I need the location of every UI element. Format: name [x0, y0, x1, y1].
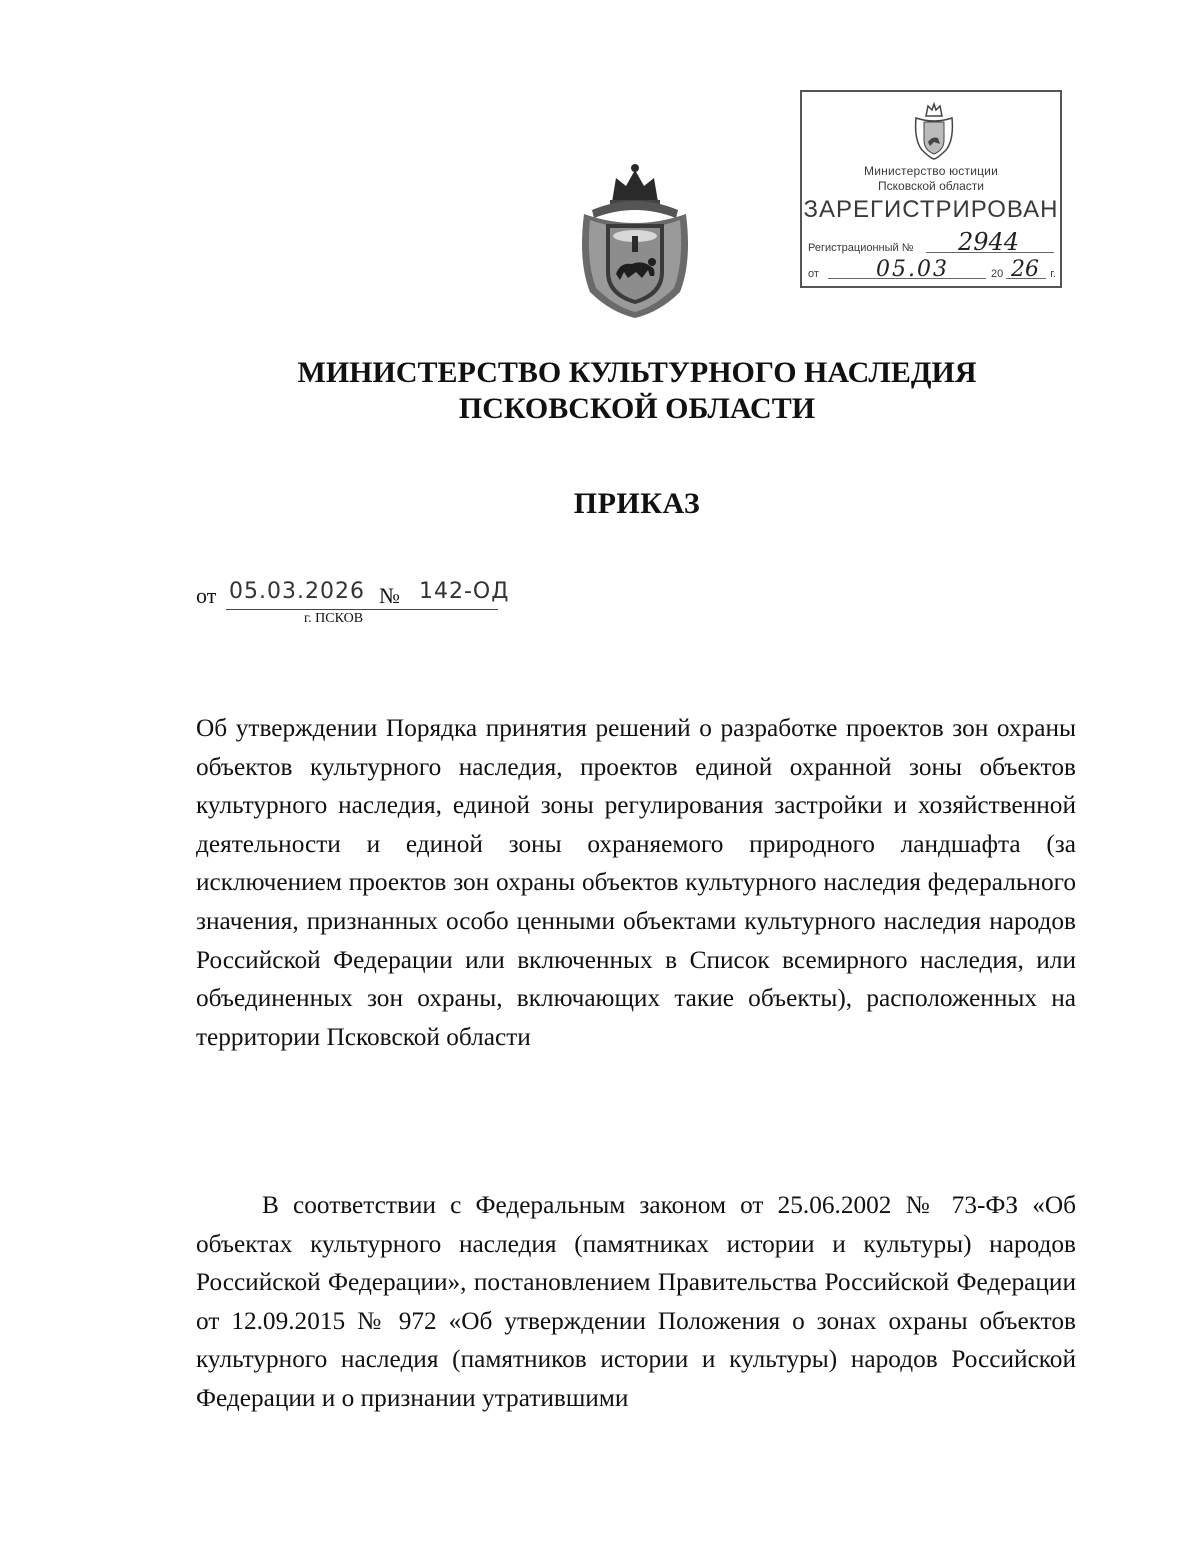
- order-date: 05.03.2026: [229, 579, 365, 604]
- stamp-date-row: [808, 258, 1056, 282]
- stamp-year-prefix: 20: [991, 268, 1004, 280]
- stamp-date-value: 05.03: [876, 257, 949, 282]
- stamp-registration-row: [808, 228, 1056, 256]
- document-type-title: ПРИКАЗ: [573, 487, 701, 520]
- stamp-registration-number: 2944: [958, 228, 1020, 256]
- ministry-title-line-2: ПСКОВСКОЙ ОБЛАСТИ: [458, 392, 816, 425]
- order-meta-underline: [226, 609, 498, 610]
- coat-of-arms-icon: [570, 162, 700, 322]
- stamp-emblem-icon: [910, 102, 958, 160]
- stamp-region-name: Псковской области: [878, 179, 984, 193]
- order-number-label: №: [379, 583, 400, 608]
- stamp-registration-label: Регистрационный №: [808, 242, 914, 254]
- registration-stamp: [800, 90, 1062, 288]
- order-meta: [196, 579, 516, 643]
- order-preamble: В соответствии с Федеральным законом от 25.06.2002 № 73-ФЗ «Об объектах культурного наследия (памятниках истории и культуры) народов Российской Федерации», постановлением Правительства Российской Федерации от 12.09.2015 № 972 «Об утверждении Положения о зонах охраны объектов культурного наследия (памятников истории и культуры) народов Российской Федерации и о признании утратившими: [196, 1191, 1076, 1412]
- stamp-year-value: 26: [1011, 257, 1039, 282]
- order-date-label: от: [196, 583, 217, 608]
- stamp-ministry-name: Министерство юстиции: [864, 164, 998, 178]
- order-city: г. ПСКОВ: [304, 611, 364, 626]
- stamp-date-label: от: [808, 268, 819, 280]
- ministry-title: [0, 355, 1200, 427]
- stamp-registered-label: ЗАРЕГИСТРИРОВАН: [803, 196, 1059, 223]
- stamp-year-suffix: г.: [1050, 268, 1056, 280]
- order-subject: Об утверждении Порядка принятия решений о разработке проектов зон охраны объектов культурного наследия, проектов единой охранной зоны объектов культурного наследия, единой зоны регулирования застройки и хозяйственной деятельности и единой зоны охраняемого природного ландшафта (за исключением проектов зон охраны объектов культурного наследия федерального значения, признанных особо ценными объектами культурного наследия народов Российской Федерации или включенных в Список всемирного наследия, или объединенных зон охраны, включающих такие объекты), расположенных на территории Псковской области: [196, 714, 1076, 1051]
- ministry-title-line-1: МИНИСТЕРСТВО КУЛЬТУРНОГО НАСЛЕДИЯ: [297, 356, 977, 389]
- order-number: 142-ОД: [419, 579, 510, 604]
